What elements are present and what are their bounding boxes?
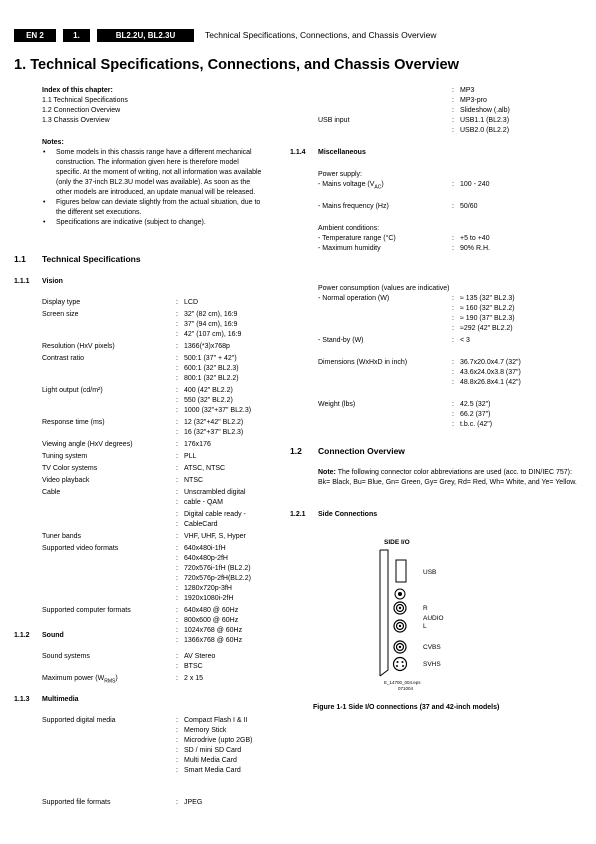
- spec-colon: :: [176, 757, 178, 764]
- cvbs-label: CVBS: [423, 644, 441, 651]
- note-item: • Specifications are indicative (subject to change).: [42, 218, 264, 228]
- spec-value: USB1.1 (BL2.3): [460, 117, 510, 124]
- spec-label: Supported computer formats: [42, 607, 131, 614]
- spec-value: Multi Media Card: [184, 757, 237, 764]
- spec-value: 1920x1080i-2fH: [184, 595, 234, 602]
- spec-value: 1366(*3)x768p: [184, 343, 230, 350]
- spec-value: Microdrive (upto 2GB): [184, 737, 253, 744]
- spec-label: Maximum power $(W_{RMS})$: [42, 675, 118, 685]
- section-tag: 1.: [63, 29, 90, 42]
- spec-colon: :: [176, 521, 178, 528]
- spec-value: SD / mini SD Card: [184, 747, 242, 754]
- spec-value: 1280x720p-3fH: [184, 585, 232, 592]
- figure-panel-title: SIDE I/O: [384, 539, 410, 546]
- spec-label: Supported file formats: [42, 799, 111, 806]
- page-title: 1. Technical Specifications, Connections, and Chassis Overview: [14, 57, 459, 73]
- subsection-title-multimedia: Multimedia: [42, 696, 79, 703]
- spec-value: 1366x768 @ 60Hz: [184, 637, 243, 644]
- spec-colon: :: [176, 321, 178, 328]
- subsection-num: 1.1.3: [14, 696, 30, 703]
- spec-colon: :: [176, 365, 178, 372]
- spec-value: USB2.0 (BL2.2): [460, 127, 510, 134]
- audio-l-label: L: [423, 623, 427, 630]
- spec-value: Smart Media Card: [184, 767, 241, 774]
- spec-colon: :: [176, 533, 178, 540]
- spec-colon: :: [176, 727, 178, 734]
- section-heading-1-2: 1.2 Connection Overview: [290, 446, 405, 456]
- spec-label: Tuner bands: [42, 533, 82, 540]
- svhs-jack-icon: [394, 658, 407, 671]
- model-tag: BL2.2U, BL2.3U: [97, 29, 194, 42]
- spec-value: Slideshow (.alb): [460, 107, 510, 114]
- subsection-num: 1.1.1: [14, 278, 30, 285]
- spec-value: 176x176: [184, 441, 211, 448]
- spec-label: Supported digital media: [42, 717, 116, 724]
- spec-value: cable - QAM: [184, 499, 223, 506]
- spec-value: 42" (107 cm), 16:9: [184, 331, 242, 338]
- spec-colon: :: [176, 575, 178, 582]
- subsection-title-side: Side Connections: [318, 511, 378, 518]
- spec-value: 500:1 (37" + 42"): [184, 355, 237, 362]
- audio-l-jack-icon: [394, 620, 406, 632]
- spec-value: MP3: [460, 87, 475, 94]
- panel-outline: [380, 550, 388, 676]
- spec-colon: :: [176, 441, 178, 448]
- spec-colon: :: [176, 465, 178, 472]
- spec-label: Light output (cd/m²): [42, 387, 103, 394]
- spec-colon: :: [176, 637, 178, 644]
- spec-label: Display type: [42, 299, 81, 306]
- spec-value: 550 (32" BL2.2): [184, 397, 233, 404]
- spec-colon: :: [176, 375, 178, 382]
- spec-colon: :: [176, 799, 178, 806]
- spec-value: ATSC, NTSC: [184, 465, 226, 472]
- section-heading-1-1: 1.1 Technical Specifications: [14, 254, 141, 264]
- spec-value: 2 x 15: [184, 675, 204, 682]
- spec-colon: :: [176, 595, 178, 602]
- cvbs-jack-icon: [394, 641, 406, 653]
- spec-value: Unscrambled digital: [184, 489, 246, 496]
- spec-value: 32" (82 cm), 16:9: [184, 311, 238, 318]
- spec-value: MP3-pro: [460, 97, 487, 104]
- spec-value: Memory Stick: [184, 727, 227, 734]
- spec-value: LCD: [184, 299, 199, 306]
- spec-colon: :: [176, 617, 178, 624]
- spec-colon: :: [176, 737, 178, 744]
- spec-value: JPEG: [184, 799, 203, 806]
- spec-value: 16 (32"+37" BL2.3): [184, 429, 244, 436]
- spec-value: 640x480 @ 60Hz: [184, 607, 239, 614]
- spec-value: Compact Flash I & II: [184, 717, 248, 724]
- headphone-icon: [395, 589, 405, 599]
- subsection-num: 1.1.4: [290, 149, 306, 156]
- spec-value: 720x576i-1fH (BL2.2): [184, 565, 251, 572]
- spec-colon: :: [176, 555, 178, 562]
- figure-caption: Figure 1-1 Side I/O connections (37 and 42-inch models): [313, 704, 500, 711]
- spec-colon: :: [176, 343, 178, 350]
- spec-label: Viewing angle (HxV degrees): [42, 441, 133, 448]
- spec-colon: :: [176, 419, 178, 426]
- audio-r-label: R: [423, 605, 428, 612]
- spec-colon: :: [176, 331, 178, 338]
- spec-label: Screen size: [42, 311, 79, 318]
- audio-label: AUDIO: [423, 615, 444, 622]
- svhs-label: SVHS: [423, 661, 441, 668]
- spec-value: 800:1 (32" BL2.2): [184, 375, 239, 382]
- spec-colon: :: [176, 397, 178, 404]
- spec-colon: :: [176, 627, 178, 634]
- spec-colon: :: [176, 489, 178, 496]
- spec-colon: :: [176, 311, 178, 318]
- header-title: Technical Specifications, Connections, and Chassis Overview: [205, 30, 437, 40]
- subsection-num: 1.1.2: [14, 632, 30, 639]
- note-item: • Figures below can deviate slightly from the actual situation, due to the different set executions.: [42, 198, 264, 218]
- spec-value: 1000 (32"+37" BL2.3): [184, 407, 252, 414]
- spec-value: Digital cable ready -: [184, 511, 246, 518]
- spec-colon: :: [176, 429, 178, 436]
- spec-label: Video playback: [42, 477, 90, 484]
- spec-value: 37" (94 cm), 16:9: [184, 321, 238, 328]
- spec-value: PLL: [184, 453, 197, 460]
- spec-value: 400 (42" BL2.2): [184, 387, 233, 394]
- spec-label: USB input: [318, 117, 350, 124]
- spec-value: BTSC: [184, 663, 203, 670]
- notes-title: Notes:: [42, 139, 64, 146]
- spec-value: 640x480p-2fH: [184, 555, 228, 562]
- spec-label: - Mains voltage $(V_{AC})$: [318, 181, 384, 191]
- spec-value: 640x480i-1fH: [184, 545, 226, 552]
- subsection-title-vision: Vision: [42, 278, 63, 285]
- spec-label: Contrast ratio: [42, 355, 85, 362]
- spec-value: NTSC: [184, 477, 204, 484]
- subsection-title-sound: Sound: [42, 632, 64, 639]
- spec-colon: :: [176, 565, 178, 572]
- spec-label: TV Color systems: [42, 465, 98, 472]
- index-item: 1.1 Technical Specifications: [42, 97, 128, 104]
- spec-colon: :: [176, 717, 178, 724]
- spec-colon: :: [176, 477, 178, 484]
- index-item: 1.2 Connection Overview: [42, 107, 121, 114]
- spec-value: 720x576p-2fH(BL2.2): [184, 575, 251, 582]
- spec-value: 1024x768 @ 60Hz: [184, 627, 243, 634]
- index-item: 1.3 Chassis Overview: [42, 117, 110, 124]
- spec-label: Supported video formats: [42, 545, 119, 552]
- spec-value: VHF, UHF, S, Hyper: [184, 533, 246, 540]
- spec-value: 600:1 (32" BL2.3): [184, 365, 239, 372]
- spec-colon: :: [176, 607, 178, 614]
- spec-label: Sound systems: [42, 653, 90, 660]
- spec-label: Resolution (HxV pixels): [42, 343, 115, 350]
- spec-colon: :: [176, 585, 178, 592]
- spec-colon: :: [176, 545, 178, 552]
- spec-colon: :: [176, 355, 178, 362]
- audio-r-jack-icon: [394, 602, 406, 614]
- usb-label: USB: [423, 569, 437, 576]
- spec-colon: :: [176, 407, 178, 414]
- figure-date: 071004: [398, 686, 414, 691]
- spec-colon: :: [176, 747, 178, 754]
- spec-value: 800x600 @ 60Hz: [184, 617, 239, 624]
- spec-label: Tuning system: [42, 453, 88, 460]
- spec-colon: :: [176, 511, 178, 518]
- spec-colon: :: [176, 299, 178, 306]
- spec-value: AV Stereo: [184, 653, 216, 660]
- spec-label: Cable: [42, 489, 61, 496]
- usb-port-icon: [396, 560, 406, 582]
- spec-value: CableCard: [184, 521, 218, 528]
- subsection-title-misc: Miscellaneous: [318, 149, 366, 156]
- spec-label: Response time (ms): [42, 419, 105, 426]
- spec-colon: :: [176, 387, 178, 394]
- figure-file-id: E_14700_004.eps: [384, 680, 421, 685]
- spec-colon: :: [176, 499, 178, 506]
- spec-colon: :: [176, 767, 178, 774]
- connector-note: Note: The following connector color abbreviations are used (acc. to DIN/IEC 757): Bk= Black, Bu= Blue, Gn= Green, Gy= Grey, Rd= Red, Wh= White, and Ye= Yellow.: [318, 469, 577, 486]
- chapter-tag: EN 2: [14, 29, 56, 42]
- spec-colon: :: [176, 453, 178, 460]
- notes-list: [42, 148, 264, 228]
- spec-value: 12 (32"+42" BL2.2): [184, 419, 244, 426]
- subsection-num: 1.2.1: [290, 511, 306, 518]
- index-title: Index of this chapter:: [42, 87, 113, 94]
- note-item: • Some models in this chassis range have a different mechanical construction. The information given here is therefore model specific. At the moment of writing, not all information was available (only the 37-inch BL2.3U model was available). As soon as the other models are introduced, an update manual will be released.: [42, 148, 264, 198]
